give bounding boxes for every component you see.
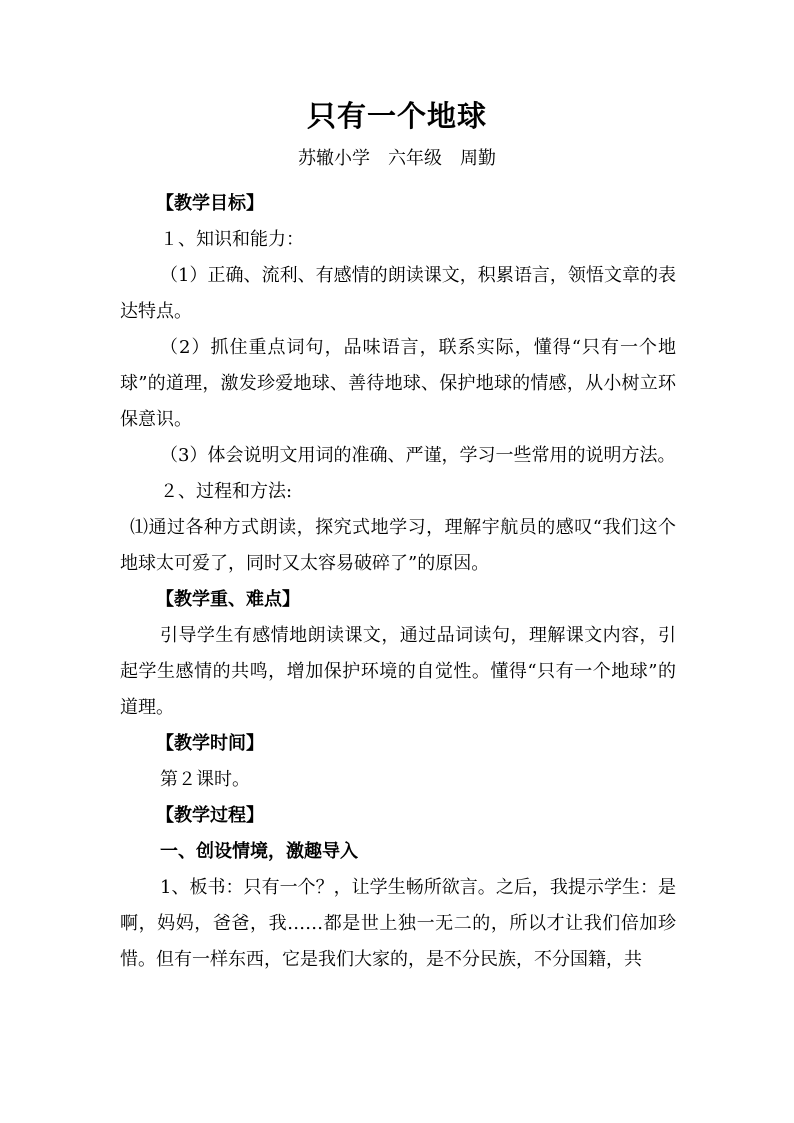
process-heading: 【教学过程】 bbox=[156, 805, 264, 826]
goals-heading: 【教学目标】 bbox=[156, 193, 264, 214]
step1-heading: 一、创设情境，激趣导入 bbox=[160, 841, 358, 862]
document-title: 只有一个地球 bbox=[306, 99, 487, 133]
document-body bbox=[120, 186, 676, 978]
goal2-item1: ⑴通过各种方式朗读，探究式地学习，理解宇航员的感叹“我们这个地球太可爱了，同时又太容易破碎了”的原因。 bbox=[120, 517, 676, 574]
keypoints-text: 引导学生有感情地朗读课文，通过品词读句，理解课文内容，引起学生感情的共鸣，增加保护环境的自觉性。懂得“只有一个地球”的道理。 bbox=[120, 625, 676, 718]
goal2-heading: ２、过程和方法: bbox=[160, 481, 293, 502]
keypoints-heading: 【教学重、难点】 bbox=[156, 589, 300, 610]
document-subtitle: 苏辙小学 六年级 周勤 bbox=[298, 148, 496, 169]
goal1-item1: （1）正确、流利、有感情的朗读课文，积累语言，领悟文章的表达特点。 bbox=[120, 265, 676, 322]
time-heading: 【教学时间】 bbox=[156, 733, 264, 754]
goal1-heading: １、知识和能力： bbox=[160, 229, 304, 250]
goal1-item3: （3）体会说明文用词的准确、严谨，学习一些常用的说明方法。 bbox=[160, 445, 676, 466]
goal1-item2: （2）抓住重点词句，品味语言，联系实际，懂得“只有一个地球”的道理，激发珍爱地球、善待地球、保护地球的情感，从小树立环保意识。 bbox=[120, 337, 676, 430]
step1-text: 1、板书：只有一个？，让学生畅所欲言。之后，我提示学生：是啊，妈妈，爸爸，我……都是世上独一无二的，所以才让我们倍加珍惜。但有一样东西，它是我们大家的，是不分民族，不分国籍，共 bbox=[120, 877, 676, 970]
time-text: 第２课时。 bbox=[160, 769, 250, 790]
